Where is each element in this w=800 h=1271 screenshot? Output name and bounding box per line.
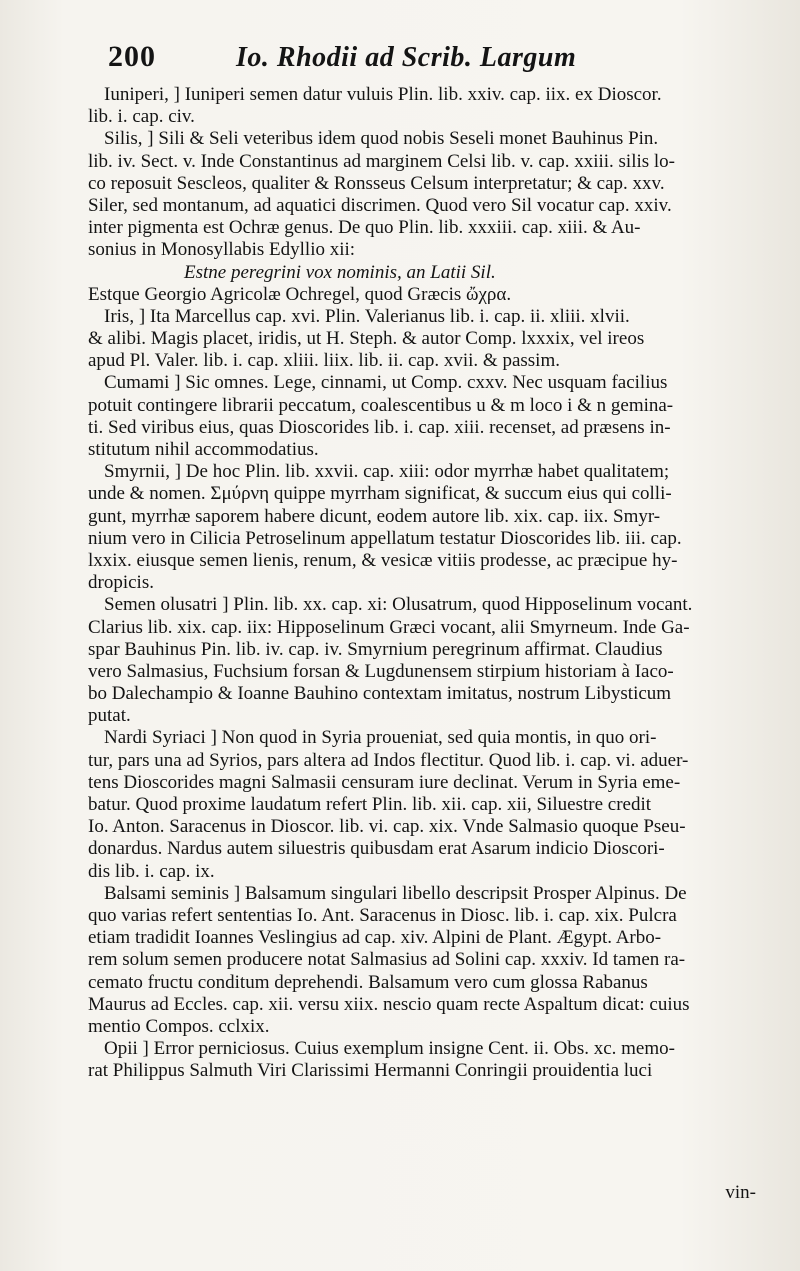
text-line: stitutum nihil accommodatius. [88, 439, 319, 460]
text-line: cemato fructu conditum deprehendi. Balsamum vero cum glossa Rabanus [88, 971, 648, 993]
text-line: spar Bauhinus Pin. lib. iv. cap. iv. Smyrnium peregrinum affirmat. Claudius [88, 638, 663, 660]
text-line: Opii ] Error perniciosus. Cuius exemplum insigne Cent. ii. Obs. xc. memo- [104, 1038, 675, 1060]
text-line: co reposuit Sescleos, qualiter & Ronsseus Celsum interpretatur; & cap. xxv. [88, 172, 665, 194]
text-line: etiam tradidit Ioannes Veslingius ad cap. xiv. Alpini de Plant. Ægypt. Arbo- [88, 927, 662, 949]
text-line: quo varias refert sententias Io. Ant. Saracenus in Diosc. lib. i. cap. xix. Pulcra [88, 904, 677, 926]
text-line: Estne peregrini vox nominis, an Latii Sil. [184, 261, 496, 283]
text-line: Iris, ] Ita Marcellus cap. xvi. Plin. Valerianus lib. i. cap. ii. xliii. xlvii. [104, 305, 630, 327]
text-line: Balsami seminis ] Balsamum singulari libello descripsit Prosper Alpinus. De [104, 882, 687, 904]
text-line: inter pigmenta est Ochræ genus. De quo Plin. lib. xxxiii. cap. xiii. & Au- [88, 217, 641, 239]
text-line: apud Pl. Valer. lib. i. cap. xliii. liix. lib. ii. cap. xvii. & passim. [88, 350, 560, 372]
text-line: donardus. Nardus autem siluestris quibusdam erat Asarum indicio Dioscori- [88, 838, 665, 860]
text-line: Cumami ] Sic omnes. Lege, cinnami, ut Comp. cxxv. Nec usquam facilius [104, 372, 668, 394]
text-line: unde & nomen. Σμύρνη quippe myrrham significat, & succum eius qui colli- [88, 483, 672, 505]
text-line: mentio Compos. cclxix. [88, 1015, 270, 1037]
text-line: ti. Sed viribus eius, quas Dioscorides lib. i. cap. xiii. recenset, ad præsens in- [88, 416, 671, 438]
text-line: potuit contingere librarii peccatum, coalescentibus u & m loco i & n gemina- [88, 394, 674, 416]
text-line: rem solum semen producere notat Salmasius ad Solini cap. xxxiv. Id tamen ra- [88, 949, 686, 971]
text-line: Clarius lib. xix. cap. iix: Hipposelinum Græci vocant, alii Smyrneum. Inde Ga- [88, 616, 690, 638]
text-line: Estque Georgio Agricolæ Ochregel, quod Græcis ὤχρα. [88, 283, 512, 305]
text-line: Nardi Syriaci ] Non quod in Syria proueniat, sed quia montis, in quo ori- [104, 727, 657, 749]
catchword: vin- [725, 1182, 756, 1203]
running-title: Io. Rhodii ad Scrib. Largum [236, 42, 577, 73]
text-line: Semen olusatri ] Plin. lib. xx. cap. xi: Olusatrum, quod Hipposelinum vocant. [104, 594, 693, 616]
text-line: tur, pars una ad Syrios, pars altera ad Indos flectitur. Quod lib. i. cap. vi. aduer- [88, 749, 689, 771]
text-line: Smyrnii, ] De hoc Plin. lib. xxvii. cap. xiii: odor myrrhæ habet qualitatem; [104, 461, 670, 483]
text-line: lib. i. cap. civ. [88, 106, 195, 128]
text-line: lib. iv. Sect. v. Inde Constantinus ad marginem Celsi lib. v. cap. xxiii. silis lo- [88, 150, 676, 172]
text-line: Iuniperi, ] Iuniperi semen datur vuluis Plin. lib. xxiv. cap. iix. ex Dioscor. [104, 84, 662, 105]
text-line: batur. Quod proxime laudatum refert Plin. lib. xii. cap. xii, Siluestre credit [88, 794, 652, 815]
text-line: Silis, ] Sili & Seli veteribus idem quod nobis Seseli monet Bauhinus Pin. [104, 128, 659, 150]
text-line: vero Salmasius, Fuchsium forsan & Lugdunensem stirpium historiam à Iaco- [88, 660, 674, 682]
text-line: rat Philippus Salmuth Viri Clarissimi Hermanni Conringii prouidentia luci [88, 1060, 653, 1082]
text-line: lxxix. eiusque semen lienis, renum, & vesicæ vitiis prodesse, ac præcipue hy- [88, 549, 678, 571]
text-line: nium vero in Cilicia Petroselinum appellatum testatur Dioscorides lib. iii. cap. [88, 527, 682, 549]
text-line: putat. [88, 705, 131, 727]
text-line: Io. Anton. Saracenus in Dioscor. lib. vi. cap. xix. Vnde Salmasio quoque Pseu- [88, 816, 686, 838]
text-line: dis lib. i. cap. ix. [88, 860, 215, 882]
text-line: & alibi. Magis placet, iridis, ut H. Steph. & autor Comp. lxxxix, vel ireos [88, 328, 645, 350]
text-line: tens Dioscorides magni Salmasii censuram iure declinat. Verum in Syria eme- [88, 771, 681, 793]
text-line: sonius in Monosyllabis Edyllio xii: [88, 239, 356, 261]
text-line: gunt, myrrhæ saporem habere dicunt, eodem autore lib. xix. cap. iix. Smyr- [88, 505, 661, 527]
text-line: bo Dalechampio & Ioanne Bauhino contextam imitatus, nostrum Libysticum [88, 683, 672, 705]
page-number: 200 [108, 40, 156, 73]
text-line: dropicis. [88, 572, 154, 594]
running-head [108, 40, 640, 80]
text-line: Siler, sed montanum, ad aquatici discrimen. Quod vero Sil vocatur cap. xxiv. [88, 194, 672, 216]
text-line: Maurus ad Eccles. cap. xii. versu xiix. nescio quam recte Aspaltum dicat: cuius [88, 993, 690, 1015]
body-text [88, 84, 774, 1082]
